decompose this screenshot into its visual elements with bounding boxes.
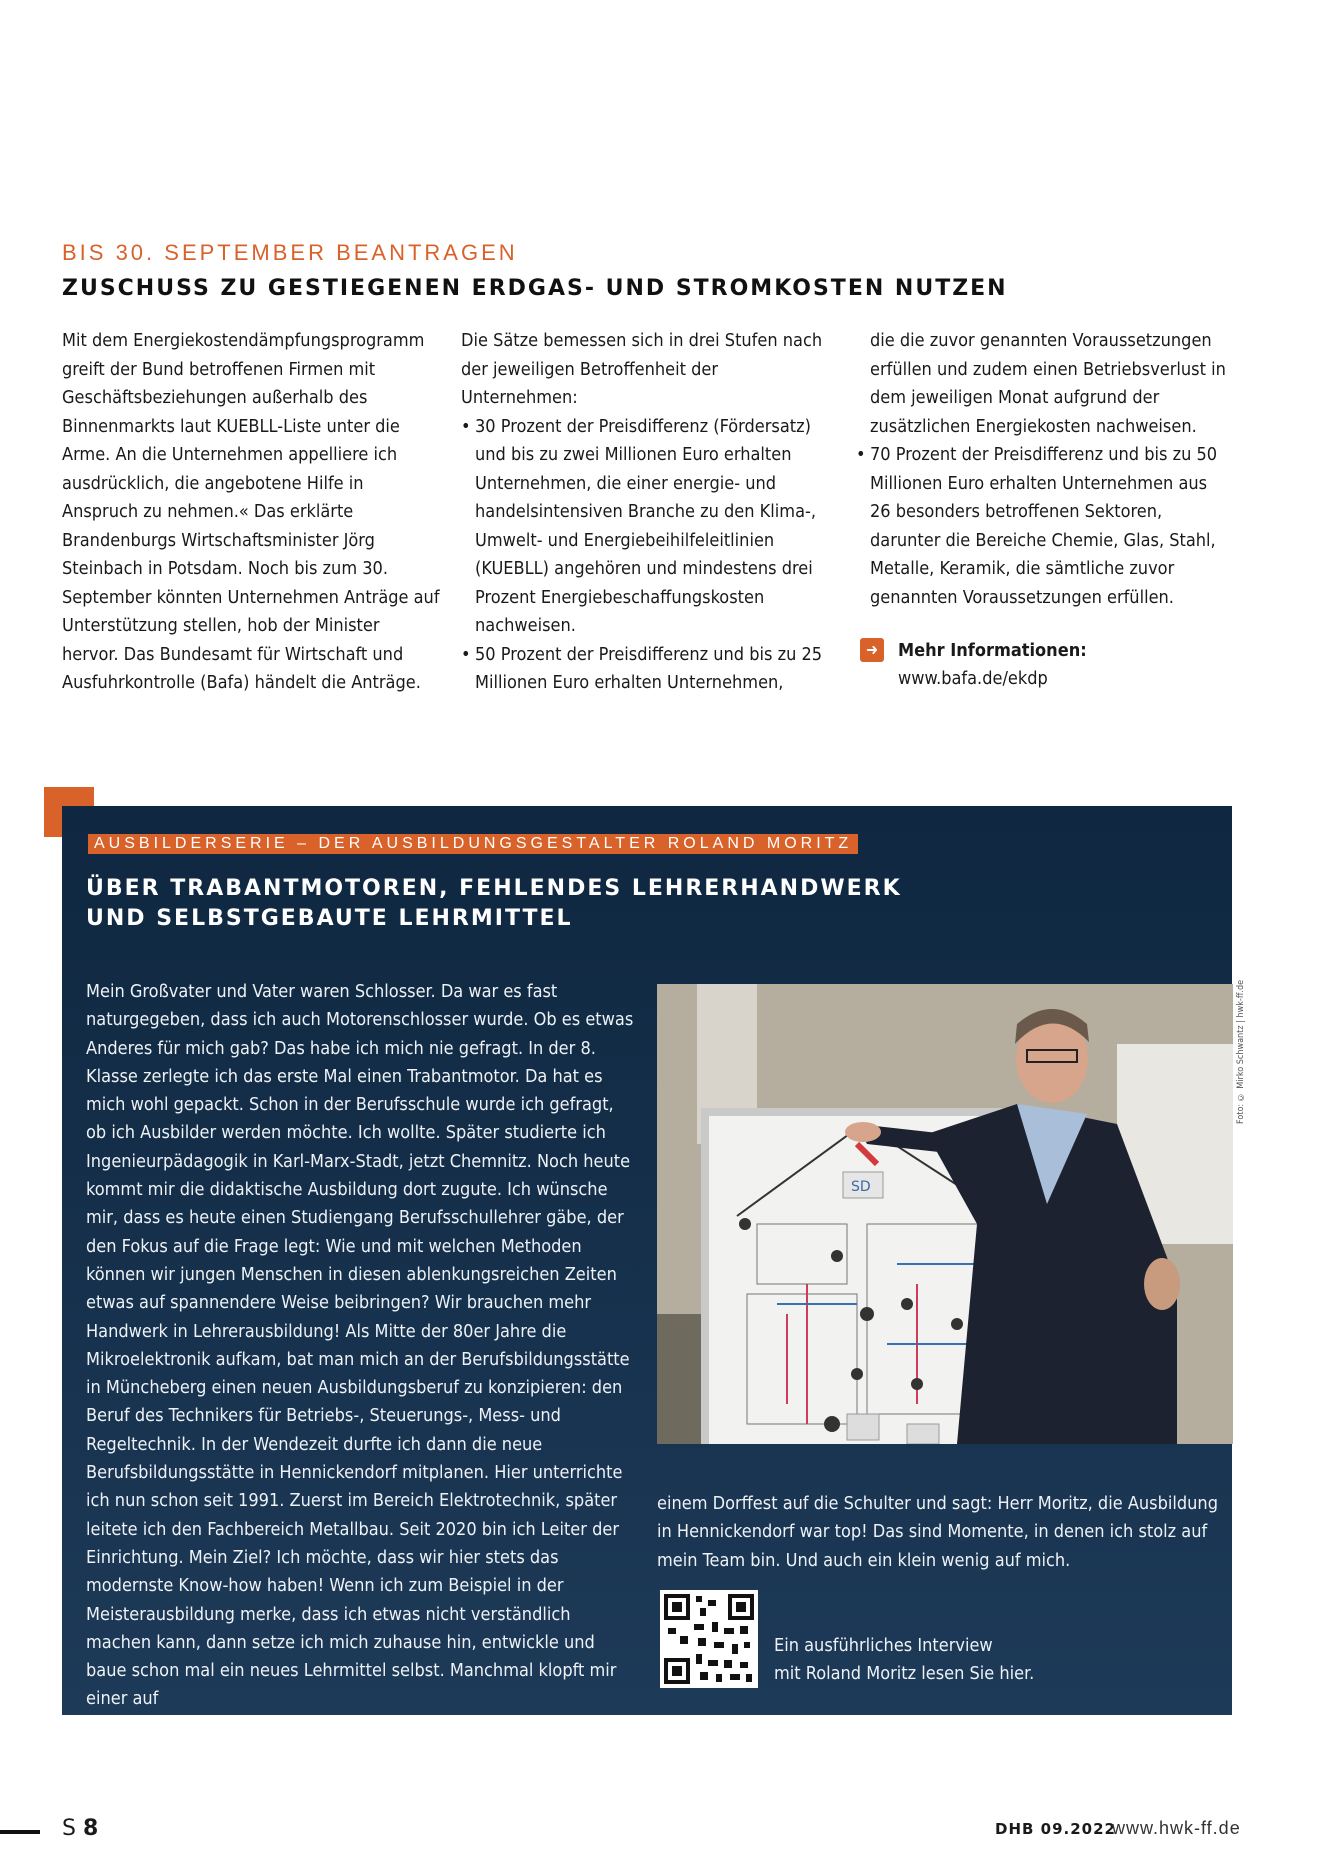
article-headline: ZUSCHUSS ZU GESTIEGENEN ERDGAS- UND STROMKOSTEN NUTZEN: [62, 276, 1008, 301]
feature-title-line: ÜBER TRABANTMOTOREN, FEHLENDES LEHRERHANDWERK: [86, 876, 902, 901]
series-label: AUSBILDERSERIE – DER AUSBILDUNGSGESTALTER ROLAND MORITZ: [88, 834, 858, 854]
feature-body-right: [657, 1490, 1233, 1575]
list-item: • 50 Prozent der Preisdifferenz und bis zu 25 Millionen Euro erhalten Unternehmen,: [461, 641, 837, 698]
more-info-link[interactable]: www.bafa.de/ekdp: [898, 668, 1048, 689]
column-text: die die zuvor genannten Voraussetzungen erfüllen und zudem einen Betriebsverlust in dem jeweiligen Monat aufgrund der zusätzlichen Energiekosten nachweisen.: [870, 330, 1226, 437]
page-prefix: S: [62, 1816, 76, 1841]
column-intro: Die Sätze bemessen sich in drei Stufen nach der jeweiligen Betroffenheit der Unternehmen:: [461, 330, 823, 408]
article-column-1: [62, 327, 440, 698]
rate-list: [856, 441, 1232, 612]
feature-body-left: [86, 978, 638, 1714]
feature-title-line: UND SELBSTGEBAUTE LEHRMITTEL: [86, 906, 573, 931]
article-kicker: BIS 30. SEPTEMBER BEANTRAGEN: [62, 240, 518, 265]
footer-rule: [0, 1830, 40, 1834]
qr-caption: [774, 1632, 1034, 1688]
more-info-label: Mehr Informationen:: [898, 640, 1087, 661]
article-column-2: [461, 327, 837, 698]
issue-label: DHB 09.2022: [995, 1820, 1116, 1838]
article-column-3: [870, 327, 1232, 612]
board-logo: SD: [851, 1179, 871, 1195]
list-item: • 70 Prozent der Preisdifferenz und bis zu 50 Millionen Euro erhalten Unternehmen aus 26 besonders betroffenen Sektoren, darunter die Bereiche Chemie, Glas, Stahl, Metalle, Keramik, die sämtliche zuvor genannten Voraussetzungen erfüllen.: [856, 441, 1232, 612]
qr-code[interactable]: [660, 1590, 758, 1688]
page-number-value: 8: [82, 1816, 99, 1841]
qr-code-icon: [664, 1594, 754, 1684]
column-text: Mit dem Energiekostendämpfungsprogramm greift der Bund betroffenen Firmen mit Geschäftsbeziehungen außerhalb des Binnenmarkts laut KUEBLL-Liste unter die Arme. An die Unternehmen appelliere ich ausdrücklich, die angebotene Hilfe in Anspruch zu nehmen.« Das erklärte Brandenburgs Wirtschaftsminister Jörg Steinbach in Potsdam. Noch bis zum 30. September könnten Unternehmen Anträge auf Unterstützung stellen, hob der Minister hervor. Das Bundesamt für Wirtschaft und Ausfuhrkontrolle (Bafa) händelt die Anträge.: [62, 330, 440, 693]
list-item: • 30 Prozent der Preisdifferenz (Fördersatz) und bis zu zwei Millionen Euro erhalten Unternehmen, die einer energie- und handelsintensiven Branche zu den Klima-, Umwelt- und Energiebeihilfeleitlinien (KUEBLL) angehören und mindestens drei Prozent Energiebeschaffungskosten nachweisen.: [461, 413, 837, 641]
body-text: Mein Großvater und Vater waren Schlosser. Da war es fast naturgegeben, dass ich auch Motorenschlosser wurde. Ob es etwas Anderes für mich gab? Das habe ich mich nie gefragt. In der 8. Klasse zerlegte ich das erste Mal einen Trabantmotor. Da hat es mich wohl gepackt. Schon in der Berufsschule wurde ich gefragt, ob ich Ausbilder werden möchte. Ich wollte. Später studierte ich Ingenieurpädagogik in Karl-Marx-Stadt, jetzt Chemnitz. Noch heute kommt mir die didaktische Ausbildung dort zugute. Ich wünsche mir, dass es heute einen Studiengang Berufsschullehrer gäbe, der den Fokus auf die Frage legt: Wie und mit welchen Methoden können wir jungen Menschen in diesen ablenkungsreichen Zeiten etwas auf spannendere Weise beibringen? Wir brauchen mehr Handwerk in Lehrerausbildung! Als Mitte der 80er Jahre die Mikroelektronik aufkam, bat man mich an der Berufsbildungsstätte in Müncheberg einen neuen Ausbildungsberuf zu konzipieren: den Beruf des Technikers für Betriebs-, Steuerungs-, Mess- und Regeltechnik. In der Wendezeit durfte ich dann die neue Berufsbildungsstätte in Hennickendorf mitplanen. Hier unterrichte ich nun schon seit 1991. Zuerst im Bereich Elektrotechnik, später leitete ich den Fachbereich Metallbau. Seit 2020 bin ich Leiter der Einrichtung. Mein Ziel? Ich möchte, dass wir hier stets das modernste Know-how haben! Wenn ich zum Beispiel in der Meisterausbildung merke, dass ich etwas nicht verständlich machen kann, dann setze ich mich zuhause hin, entwickle und baue schon mal ein neues Lehrmittel selbst. Manchmal klopft mir einer auf: [86, 981, 634, 1710]
feature-title: [86, 874, 902, 934]
qr-caption-line: Ein ausführliches Interview: [774, 1635, 993, 1656]
photo-credit: Foto: © Mirko Schwantz | hwk-ff.de: [1236, 979, 1246, 1124]
page-number: [62, 1816, 98, 1841]
rate-list: [461, 413, 837, 698]
portrait-photo: [657, 984, 1233, 1444]
body-text: einem Dorffest auf die Schulter und sagt: Herr Moritz, die Ausbildung in Hennickendorf war top! Das sind Momente, in denen ich stolz auf mein Team bin. Und auch ein klein wenig auf mich.: [657, 1493, 1218, 1571]
qr-caption-line: mit Roland Moritz lesen Sie hier.: [774, 1663, 1035, 1684]
website-link[interactable]: www.hwk-ff.de: [1112, 1818, 1241, 1838]
photo-illustration: [657, 984, 1233, 1444]
arrow-right-icon: ➜: [860, 638, 884, 662]
